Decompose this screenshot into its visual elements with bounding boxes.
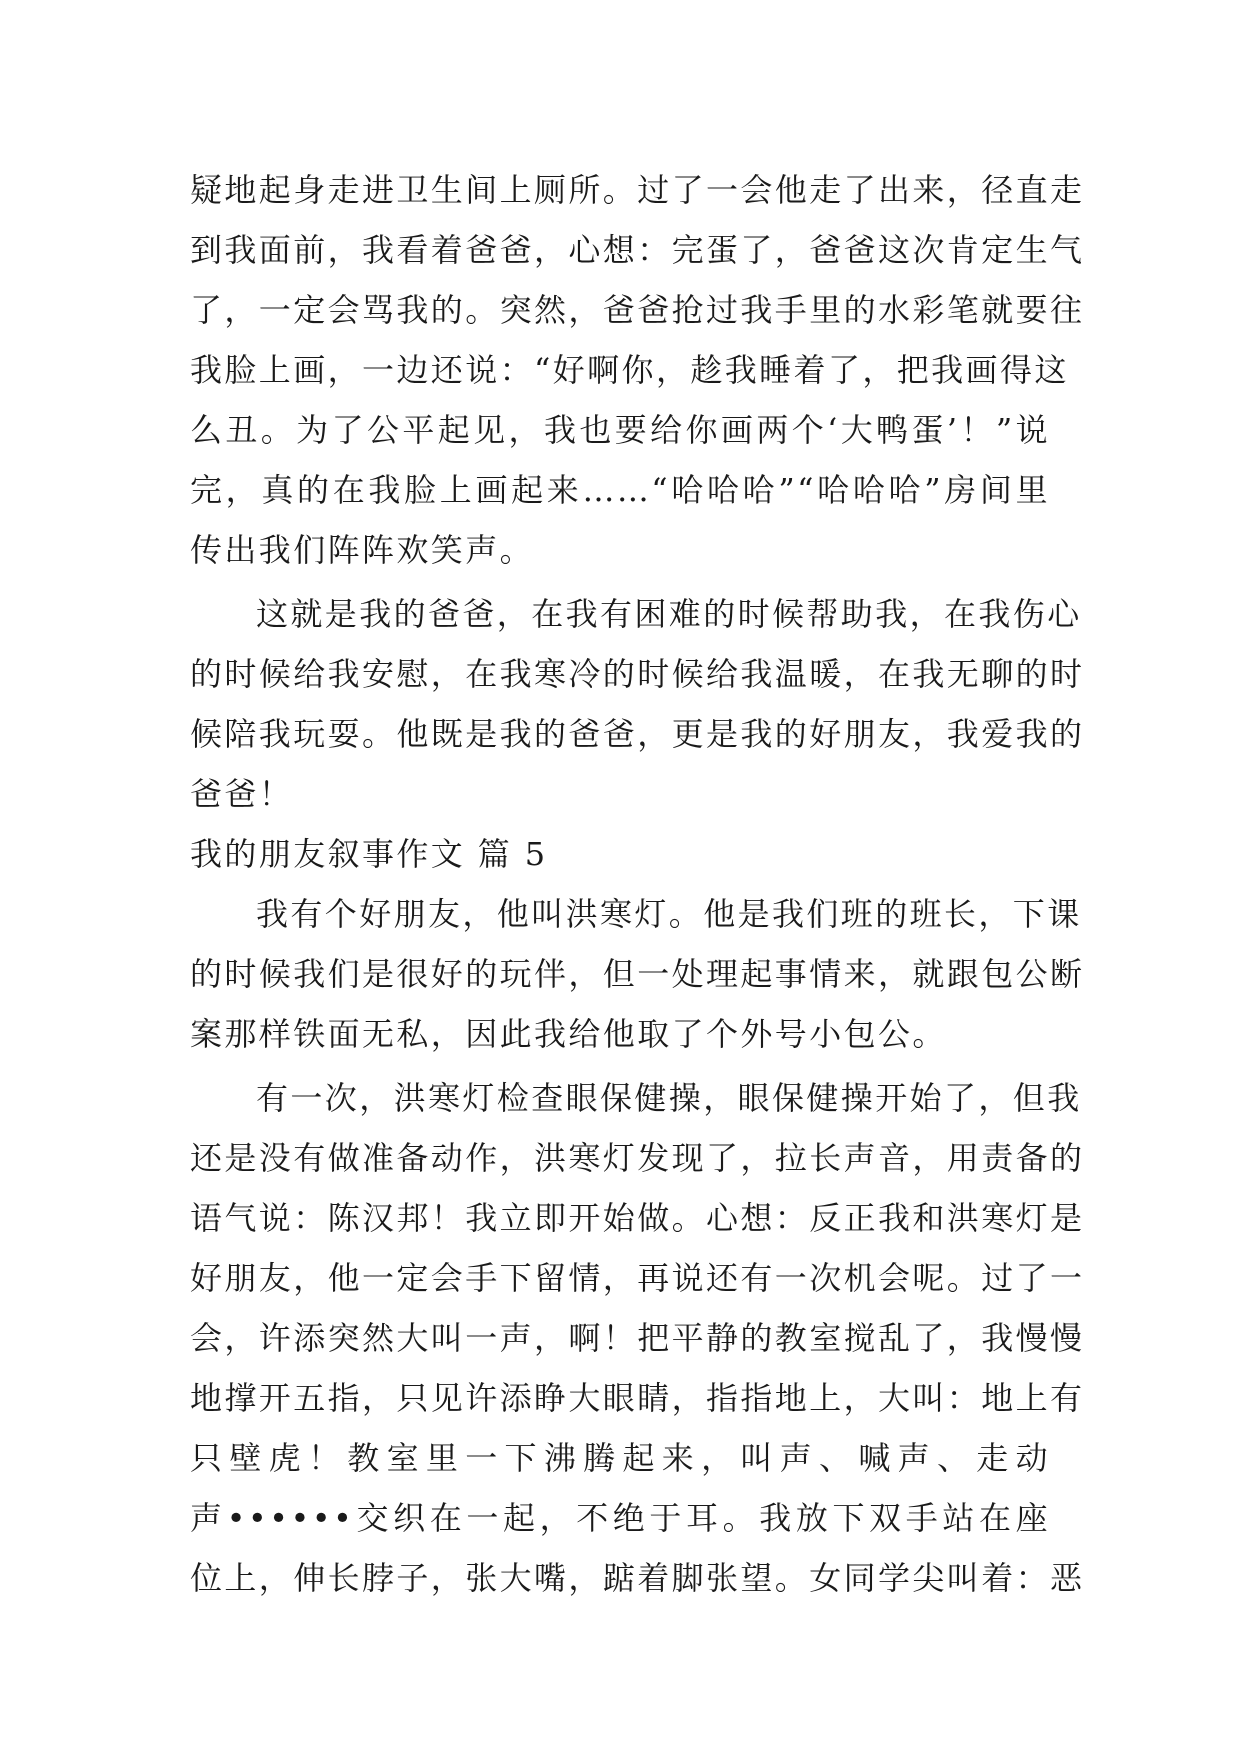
text-line: 到我面前，我看着爸爸，心想：完蛋了，爸爸这次肯定生气: [190, 231, 1085, 269]
text-line: 了，一定会骂我的。突然，爸爸抢过我手里的水彩笔就要往: [190, 291, 1085, 329]
paragraph: [190, 884, 1085, 1064]
text-line: 我有个好朋友，他叫洪寒灯。他是我们班的班长，下课: [256, 895, 1082, 933]
text-line: 好朋友，他一定会手下留情，再说还有一次机会呢。过了一: [190, 1259, 1085, 1297]
text-line: 传出我们阵阵欢笑声。: [190, 531, 535, 569]
text-line: 有一次，洪寒灯检查眼保健操，眼保健操开始了，但我: [256, 1079, 1082, 1117]
text-line: 位上，伸长脖子，张大嘴，踮着脚张望。女同学尖叫着：恶: [190, 1559, 1085, 1597]
paragraph: [190, 584, 1085, 824]
text-line: 语气说：陈汉邦！我立即开始做。心想：反正我和洪寒灯是: [190, 1199, 1085, 1237]
text-line: 只壁虎！教室里一下沸腾起来，叫声、喊声、走动: [190, 1439, 1050, 1477]
text-line: 案那样铁面无私，因此我给他取了个外号小包公。: [190, 1015, 947, 1053]
document-body: [190, 160, 1085, 1608]
text-line: 疑地起身走进卫生间上厕所。过了一会他走了出来，径直走: [190, 171, 1085, 209]
text-line: 么丑。为了公平起见，我也要给你画两个‘大鸭蛋’！”说: [190, 411, 1050, 449]
text-line: 这就是我的爸爸，在我有困难的时候帮助我，在我伤心: [256, 595, 1082, 633]
text-line: 我脸上画，一边还说：“好啊你，趁我睡着了，把我画得这: [190, 351, 1069, 389]
section-heading: [190, 824, 1050, 884]
text-line: 的时候给我安慰，在我寒冷的时候给我温暖，在我无聊的时: [190, 655, 1085, 693]
text-line: 地撑开五指，只见许添睁大眼睛，指指地上，大叫：地上有: [190, 1379, 1085, 1417]
text-line: 声••••••交织在一起，不绝于耳。我放下双手站在座: [190, 1499, 1050, 1537]
text-line: 的时候我们是很好的玩伴，但一处理起事情来，就跟包公断: [190, 955, 1085, 993]
text-line: 会，许添突然大叫一声，啊！把平静的教室搅乱了，我慢慢: [190, 1319, 1085, 1357]
paragraph: [190, 1068, 1085, 1608]
heading-text: 我的朋友叙事作文 篇 5: [190, 835, 548, 873]
text-line: 候陪我玩耍。他既是我的爸爸，更是我的好朋友，我爱我的: [190, 715, 1085, 753]
paragraph-continued: [190, 160, 1085, 580]
text-line: 爸爸！: [190, 775, 294, 813]
text-line: 还是没有做准备动作，洪寒灯发现了，拉长声音，用责备的: [190, 1139, 1085, 1177]
text-line: 完，真的在我脸上画起来……“哈哈哈”“哈哈哈”房间里: [190, 471, 1050, 509]
